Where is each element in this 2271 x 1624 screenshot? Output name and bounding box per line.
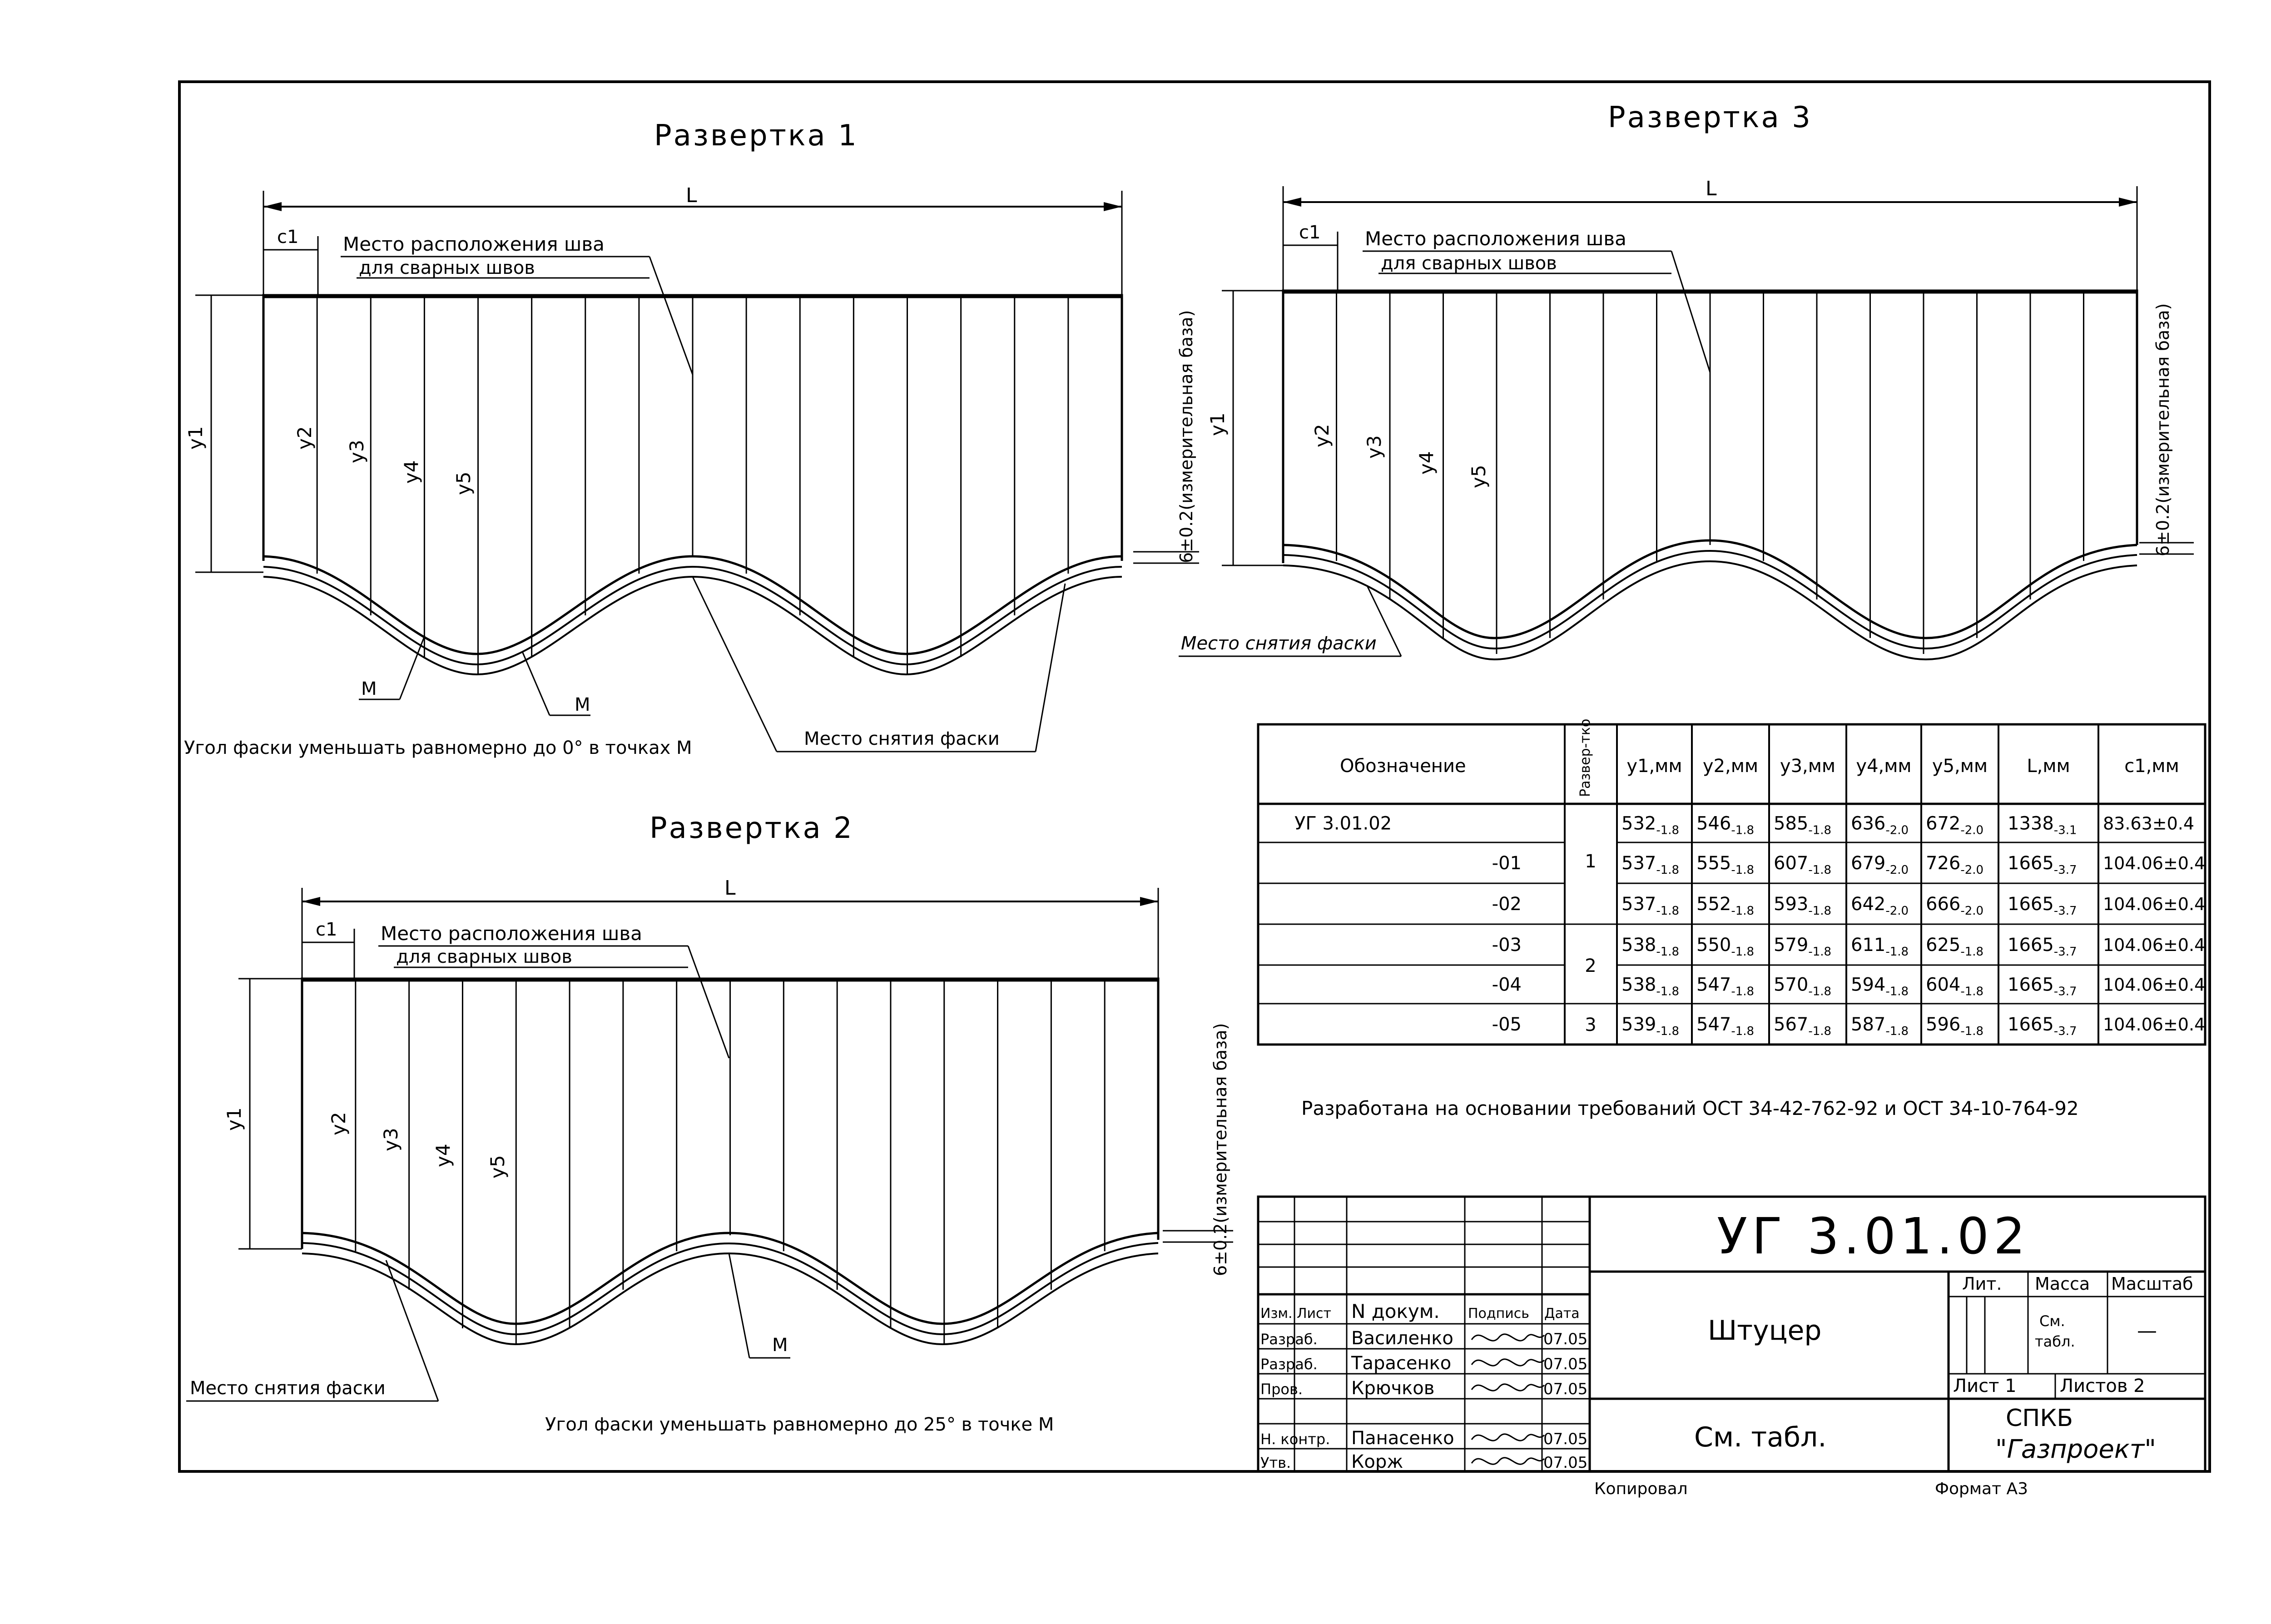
- razvertka-2: [186, 812, 1233, 1435]
- panel1-y3: y3: [346, 440, 368, 463]
- panel1-title: Развертка 1: [654, 119, 858, 153]
- org-name-1: СПКБ: [2005, 1405, 2073, 1432]
- table-cell-y: $537_{-1.8}$: [1621, 853, 1680, 877]
- panel1-m-label-2: M: [575, 694, 590, 715]
- table-header-col: y3,мм: [1780, 756, 1836, 777]
- panel3-title: Развертка 3: [1608, 101, 1812, 134]
- title-block-col-header: Дата: [1544, 1306, 1580, 1322]
- table-cell-tolerance: -1.8: [1808, 985, 1832, 999]
- part-name: Штуцер: [1708, 1315, 1822, 1347]
- panel1-y5: y5: [452, 471, 475, 495]
- panel3-weld-label-1: Место расположения шва: [1365, 228, 1626, 250]
- table-cell-tolerance: -1.8: [1731, 1025, 1755, 1038]
- razvertka-1: [184, 119, 1199, 758]
- table-cell-y: $570_{-1.8}$: [1774, 974, 1832, 999]
- panel1-dim-L: L: [686, 184, 697, 207]
- panel3-y1: y1: [1206, 412, 1229, 436]
- panel2-weld-label-2: для сварных швов: [396, 946, 572, 967]
- table-cell-tolerance: -1.8: [1731, 945, 1755, 959]
- table-cell-tolerance: -1.8: [1656, 1025, 1680, 1038]
- table-cell-tolerance: -2.0: [1960, 904, 1984, 918]
- panel1-weld-label-1: Место расположения шва: [343, 233, 605, 255]
- signer-role: Утв.: [1260, 1454, 1291, 1471]
- table-cell-c1: 104.06±0.4: [2103, 975, 2206, 995]
- table-cell-tolerance: -1.8: [1960, 985, 1984, 999]
- panel1-base-label: 6±0.2(измерительная база): [1176, 310, 1196, 563]
- table-cell-y: $546_{-1.8}$: [1696, 813, 1755, 837]
- table-cell-tolerance: -2.0: [1960, 863, 1984, 877]
- table-cell-L: $1665_{-3.7}$: [2008, 935, 2077, 959]
- table-row-designation: -05: [1492, 1014, 1522, 1035]
- sheet-number: Лист 1: [1953, 1376, 2017, 1396]
- signer-name: Василенко: [1351, 1328, 1453, 1349]
- table-cell-tolerance: -1.8: [1731, 863, 1755, 877]
- panel2-note: Угол фаски уменьшать равномерно до 25° в точке М: [545, 1414, 1054, 1435]
- panel1-y4: y4: [400, 460, 422, 484]
- signer-date: 07.05: [1543, 1380, 1588, 1398]
- title-block-col-header: Подпись: [1468, 1306, 1529, 1322]
- table-razvertka-group: 2: [1585, 956, 1597, 976]
- signer-role: Разраб.: [1260, 1356, 1318, 1373]
- table-cell-y: $611_{-1.8}$: [1851, 935, 1909, 959]
- table-cell-tolerance: -1.8: [1885, 1025, 1909, 1038]
- table-header-col: y1,мм: [1626, 756, 1682, 777]
- panel3-y4: y4: [1415, 451, 1438, 475]
- table-cell-y: $636_{-2.0}$: [1851, 813, 1909, 837]
- signature-scribble: [1472, 1458, 1544, 1464]
- signer-date: 07.05: [1543, 1454, 1588, 1472]
- title-block-col-header: Изм.: [1260, 1306, 1293, 1322]
- table-cell-y: $666_{-2.0}$: [1926, 894, 1984, 918]
- panel2-dim-c1: c1: [316, 919, 337, 940]
- table-cell-c1: 104.06±0.4: [2103, 935, 2206, 955]
- table-cell-tolerance: -1.8: [1656, 985, 1680, 999]
- table-cell-y: $593_{-1.8}$: [1774, 894, 1832, 918]
- panel2-y5: y5: [486, 1155, 509, 1178]
- table-cell-tolerance: -3.7: [2053, 904, 2077, 918]
- table-cell-tolerance: -2.0: [1885, 863, 1909, 877]
- format-label: Формат А3: [1935, 1480, 2028, 1498]
- signature-scribble: [1472, 1334, 1544, 1341]
- table-header-designation: Обозначение: [1340, 756, 1466, 777]
- table-row-designation: -02: [1492, 894, 1522, 915]
- panel2-y2: y2: [327, 1112, 350, 1135]
- panel2-base-label: 6±0.2(измерительная база): [1210, 1023, 1230, 1276]
- title-block-col-header: Лист: [1297, 1306, 1332, 1322]
- panel3-y5: y5: [1468, 465, 1490, 488]
- masshtab-value: —: [2137, 1319, 2157, 1342]
- table-cell-c1: 83.63±0.4: [2103, 813, 2195, 834]
- table-cell-y: $547_{-1.8}$: [1696, 974, 1755, 999]
- table-cell-L: $1338_{-3.1}$: [2008, 813, 2077, 837]
- table-cell-y: $585_{-1.8}$: [1774, 813, 1832, 837]
- table-cell-y: $726_{-2.0}$: [1926, 853, 1984, 877]
- razvertka-3: [1179, 101, 2194, 659]
- table-cell-c1: 104.06±0.4: [2103, 894, 2206, 914]
- table-cell-tolerance: -3.1: [2053, 823, 2077, 837]
- panel1-y2: y2: [293, 426, 316, 450]
- masshtab-label: Масштаб: [2111, 1274, 2193, 1294]
- panel3-chamfer-label: Место снятия фаски: [1181, 633, 1377, 654]
- table-cell-y: $532_{-1.8}$: [1621, 813, 1680, 837]
- signature-scribble: [1472, 1434, 1544, 1441]
- panel3-y3: y3: [1363, 435, 1385, 459]
- table-cell-y: $538_{-1.8}$: [1621, 974, 1680, 999]
- table-cell-L: $1665_{-3.7}$: [2008, 853, 2077, 877]
- dimensions-table: [1258, 719, 2205, 1045]
- panel3-base-label: 6±0.2(измерительная база): [2153, 303, 2173, 556]
- table-cell-tolerance: -1.8: [1808, 823, 1832, 837]
- material: См. табл.: [1694, 1421, 1827, 1453]
- table-cell-y: $555_{-1.8}$: [1696, 853, 1755, 877]
- table-cell-tolerance: -3.7: [2053, 863, 2077, 877]
- table-cell-y: $537_{-1.8}$: [1621, 894, 1680, 918]
- doc-code: УГ 3.01.02: [1717, 1207, 2030, 1265]
- table-cell-tolerance: -1.8: [1808, 863, 1832, 877]
- panel2-m-label: M: [772, 1335, 788, 1356]
- table-cell-tolerance: -1.8: [1656, 823, 1680, 837]
- massa-value-2: табл.: [2035, 1333, 2075, 1350]
- table-cell-tolerance: -3.7: [2053, 945, 2077, 959]
- table-header-col: y4,мм: [1856, 756, 1912, 777]
- table-cell-tolerance: -2.0: [1960, 823, 1984, 837]
- table-cell-y: $672_{-2.0}$: [1926, 813, 1984, 837]
- sheets-total: Листов 2: [2060, 1376, 2145, 1396]
- table-razvertka-group: 1: [1585, 851, 1597, 872]
- signer-role: Пров.: [1260, 1381, 1303, 1398]
- panel2-title: Развертка 2: [650, 812, 854, 845]
- panel3-weld-label-2: для сварных швов: [1381, 253, 1557, 274]
- panel2-y3: y3: [380, 1128, 402, 1151]
- table-cell-L: $1665_{-3.7}$: [2008, 974, 2077, 999]
- panel1-y1: y1: [184, 426, 207, 450]
- table-row-designation: -03: [1492, 935, 1522, 956]
- table-cell-tolerance: -3.7: [2053, 1025, 2077, 1038]
- panel1-note: Угол фаски уменьшать равномерно до 0° в точках М: [184, 738, 692, 758]
- signer-date: 07.05: [1543, 1330, 1588, 1348]
- table-cell-tolerance: -1.8: [1808, 945, 1832, 959]
- table-cell-tolerance: -1.8: [1960, 945, 1984, 959]
- table-cell-tolerance: -1.8: [1731, 904, 1755, 918]
- table-cell-y: $642_{-2.0}$: [1851, 894, 1909, 918]
- org-name-2: "Газпроект": [1995, 1435, 2157, 1464]
- table-cell-y: $547_{-1.8}$: [1696, 1014, 1755, 1038]
- table-header-col: y5,мм: [1932, 756, 1988, 777]
- panel2-y1: y1: [223, 1107, 245, 1131]
- table-cell-L: $1665_{-3.7}$: [2008, 894, 2077, 918]
- table-cell-tolerance: -1.8: [1885, 985, 1909, 999]
- title-block-col-header: N докум.: [1351, 1300, 1440, 1322]
- table-cell-tolerance: -1.8: [1656, 945, 1680, 959]
- panel1-dim-c1: c1: [277, 227, 299, 248]
- signer-name: Корж: [1351, 1451, 1403, 1472]
- table-cell-y: $625_{-1.8}$: [1926, 935, 1984, 959]
- signer-role: Н. контр.: [1260, 1431, 1330, 1448]
- panel1-chamfer-label: Место снятия фаски: [804, 728, 1000, 749]
- signer-name: Панасенко: [1351, 1428, 1454, 1449]
- table-row-designation: -01: [1492, 853, 1522, 874]
- table-header-col: c1,мм: [2124, 756, 2179, 777]
- table-row-designation: -04: [1492, 974, 1522, 995]
- panel2-dim-L: L: [724, 876, 736, 900]
- table-cell-c1: 104.06±0.4: [2103, 1015, 2206, 1035]
- panel2-y4: y4: [432, 1144, 454, 1167]
- table-header-col: L,мм: [2027, 756, 2070, 777]
- signature-scribble: [1472, 1359, 1544, 1366]
- panel1-m-label-1: M: [361, 678, 377, 699]
- table-cell-tolerance: -1.8: [1731, 985, 1755, 999]
- table-cell-y: $567_{-1.8}$: [1774, 1014, 1832, 1038]
- table-cell-y: $594_{-1.8}$: [1851, 974, 1909, 999]
- signature-scribble: [1472, 1384, 1544, 1391]
- table-cell-tolerance: -1.8: [1885, 945, 1909, 959]
- table-cell-tolerance: -3.7: [2053, 985, 2077, 999]
- massa-label: Масса: [2035, 1274, 2090, 1294]
- signer-name: Крючков: [1351, 1378, 1435, 1399]
- signer-date: 07.05: [1543, 1430, 1588, 1448]
- table-cell-tolerance: -1.8: [1960, 1025, 1984, 1038]
- table-row-designation: УГ 3.01.02: [1294, 813, 1392, 834]
- table-cell-tolerance: -2.0: [1885, 904, 1909, 918]
- signer-role: Разраб.: [1260, 1331, 1318, 1348]
- standards-note: Разработана на основании требований ОСТ 34-42-762-92 и ОСТ 34-10-764-92: [1301, 1097, 2079, 1119]
- table-cell-y: $679_{-2.0}$: [1851, 853, 1909, 877]
- table-cell-y: $538_{-1.8}$: [1621, 935, 1680, 959]
- signer-date: 07.05: [1543, 1355, 1588, 1373]
- table-razvertka-group: 3: [1585, 1015, 1597, 1035]
- panel3-dim-c1: c1: [1299, 222, 1321, 243]
- table-cell-y: $579_{-1.8}$: [1774, 935, 1832, 959]
- table-cell-y: $550_{-1.8}$: [1696, 935, 1755, 959]
- table-cell-y: $552_{-1.8}$: [1696, 894, 1755, 918]
- signer-name: Тарасенко: [1351, 1353, 1452, 1374]
- table-cell-tolerance: -1.8: [1731, 823, 1755, 837]
- table-cell-c1: 104.06±0.4: [2103, 853, 2206, 873]
- panel2-chamfer-label: Место снятия фаски: [190, 1378, 386, 1399]
- copied-label: Копировал: [1594, 1480, 1688, 1498]
- table-cell-L: $1665_{-3.7}$: [2008, 1014, 2077, 1038]
- table-cell-tolerance: -1.8: [1808, 1025, 1832, 1038]
- table-cell-tolerance: -1.8: [1656, 904, 1680, 918]
- table-cell-tolerance: -1.8: [1808, 904, 1832, 918]
- panel3-dim-L: L: [1706, 177, 1717, 200]
- lit-label: Лит.: [1962, 1274, 2002, 1294]
- panel2-weld-label-1: Место расположения шва: [381, 922, 642, 945]
- title-block: [1258, 1197, 2205, 1498]
- table-cell-y: $607_{-1.8}$: [1774, 853, 1832, 877]
- table-cell-tolerance: -2.0: [1885, 823, 1909, 837]
- table-header-razvertka: Развер-тко: [1577, 718, 1593, 797]
- table-header-col: y2,мм: [1702, 756, 1759, 777]
- table-cell-tolerance: -1.8: [1656, 863, 1680, 877]
- table-cell-y: $596_{-1.8}$: [1926, 1014, 1984, 1038]
- table-cell-y: $604_{-1.8}$: [1926, 974, 1984, 999]
- panel1-weld-label-2: для сварных швов: [359, 257, 535, 278]
- table-cell-y: $587_{-1.8}$: [1851, 1014, 1909, 1038]
- massa-value-1: См.: [2039, 1312, 2065, 1330]
- panel3-y2: y2: [1311, 424, 1333, 447]
- table-cell-y: $539_{-1.8}$: [1621, 1014, 1680, 1038]
